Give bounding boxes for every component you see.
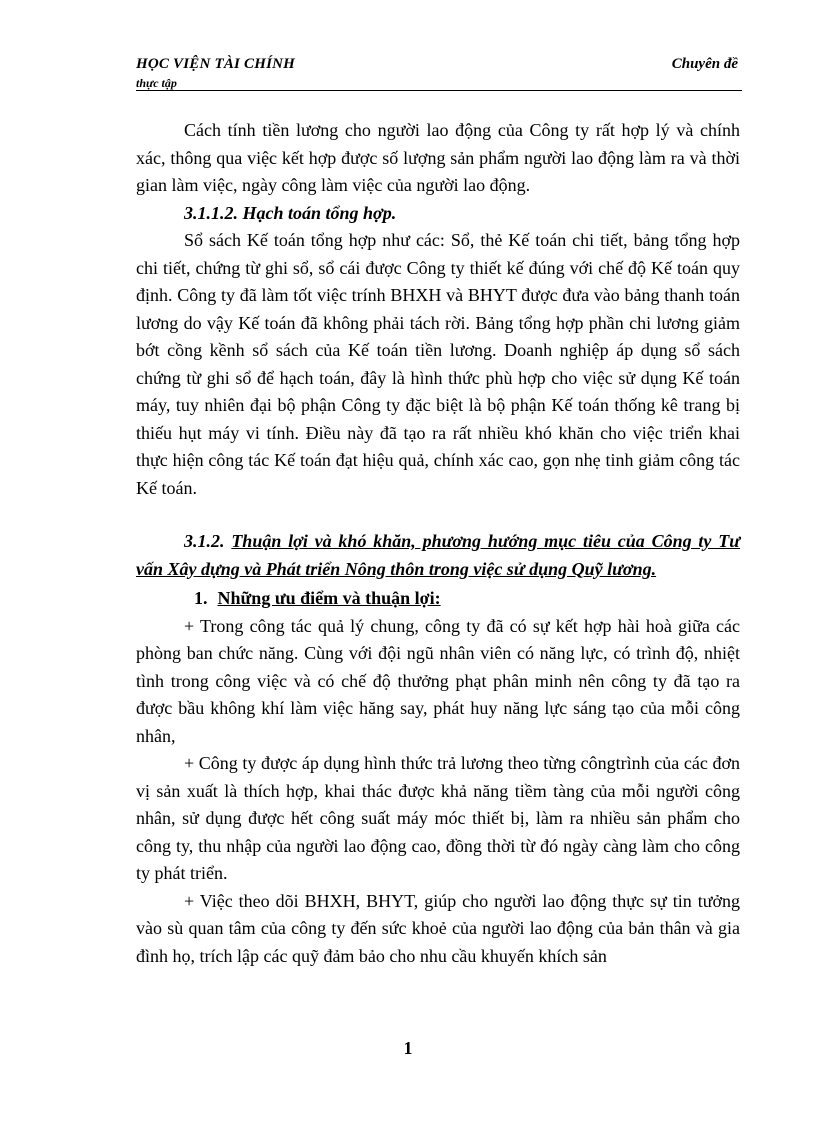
header-doc-type-continued: thực tập (136, 76, 177, 90)
section-spacer (136, 502, 740, 528)
document-body (136, 117, 740, 970)
heading-312 (136, 528, 740, 583)
paragraph-payment-method: + Công ty được áp dụng hình thức trả lương theo từng côngtrình của các đơn vị sản xuất là thích hợp, khai thác được khả năng tiềm tàng của mỗi người công nhân, sử dụng được hết công suất máy móc thiết bị, làm ra nhiều sản phẩm cho công ty, thu nhập của người lao động cao, đồng thời từ đó ngày càng làm cho công ty phát triển. (136, 753, 740, 883)
heading-312-number: 3.1.2. (184, 531, 225, 551)
header-doc-type: Chuyên đề (671, 56, 738, 72)
header-institution: HỌC VIỆN TÀI CHÍNH (136, 56, 296, 72)
heading-312-title: Thuận lợi và khó khăn, phương hướng mục tiêu của Công ty Tư vấn Xây dựng và Phát triển Nông thôn trong việc sử dụng Quỹ lương. (136, 531, 740, 579)
paragraph-management: + Trong công tác quả lý chung, công ty đã có sự kết hợp hài hoà giữa các phòng ban chức năng. Cùng với đội ngũ nhân viên có năng lực, có trình độ, nhiệt tình trong công việc và có chế độ thưởng phạt phân minh nên công ty đã tạo ra được bầu không khí làm việc hăng say, phát huy năng lực sáng tạo của mỗi công nhân, (136, 615, 740, 746)
paragraph-insurance: + Việc theo dõi BHXH, BHYT, giúp cho người lao động thực sự tin tưởng vào sù quan tâm của công ty đến sức khoẻ của người lao động của bản thân và gia đình họ, trích lập các quỹ đảm bảo cho nhu cầu khuyến khích sản (136, 890, 740, 966)
paragraph-general-accounting: Sổ sách Kế toán tổng hợp như các: Sổ, thẻ Kế toán chi tiết, bảng tổng hợp chi tiết, chứng từ ghi sổ, sổ cái được Công ty thiết kế đúng với chế độ Kế toán quy định. Công ty đã làm tốt việc trính BHXH và BHYT được đưa vào bảng thanh toán lương do vậy Kế toán đã không phải tách rời. Bảng tổng hợp phần chi lương giảm bớt cồng kềnh sổ sách của Kế toán tiền lương. Doanh nghiệp áp dụng sổ sách chứng từ ghi sổ để hạch toán, đây là hình thức phù hợp cho việc sử dụng Kế toán máy, tuy nhiên đại bộ phận Công ty đặc biệt là bộ phận Kế toán thống kê trang bị thiếu hụt máy vi tính. Điều này đã tạo ra rất nhiều khó khăn cho việc triển khai thực hiện công tác Kế toán đạt hiệu quả, chính xác cao, gọn nhẹ tinh giảm công tác Kế toán. (136, 230, 740, 498)
list-heading-title: Những ưu điểm và thuận lợi: (217, 588, 441, 608)
paragraph-salary-calculation: Cách tính tiền lương cho người lao động của Công ty rất hợp lý và chính xác, thông qua việc kết hợp được số lượng sản phẩm người lao động làm ra và thời gian làm việc, ngày công làm việc của người lao động. (136, 120, 740, 195)
list-heading-number: 1. (194, 588, 208, 608)
heading-311-2: 3.1.1.2. Hạch toán tổng hợp. (184, 202, 397, 223)
page-header (136, 56, 742, 91)
list-heading-advantages (136, 585, 740, 613)
page-number: 1 (403, 1038, 413, 1058)
